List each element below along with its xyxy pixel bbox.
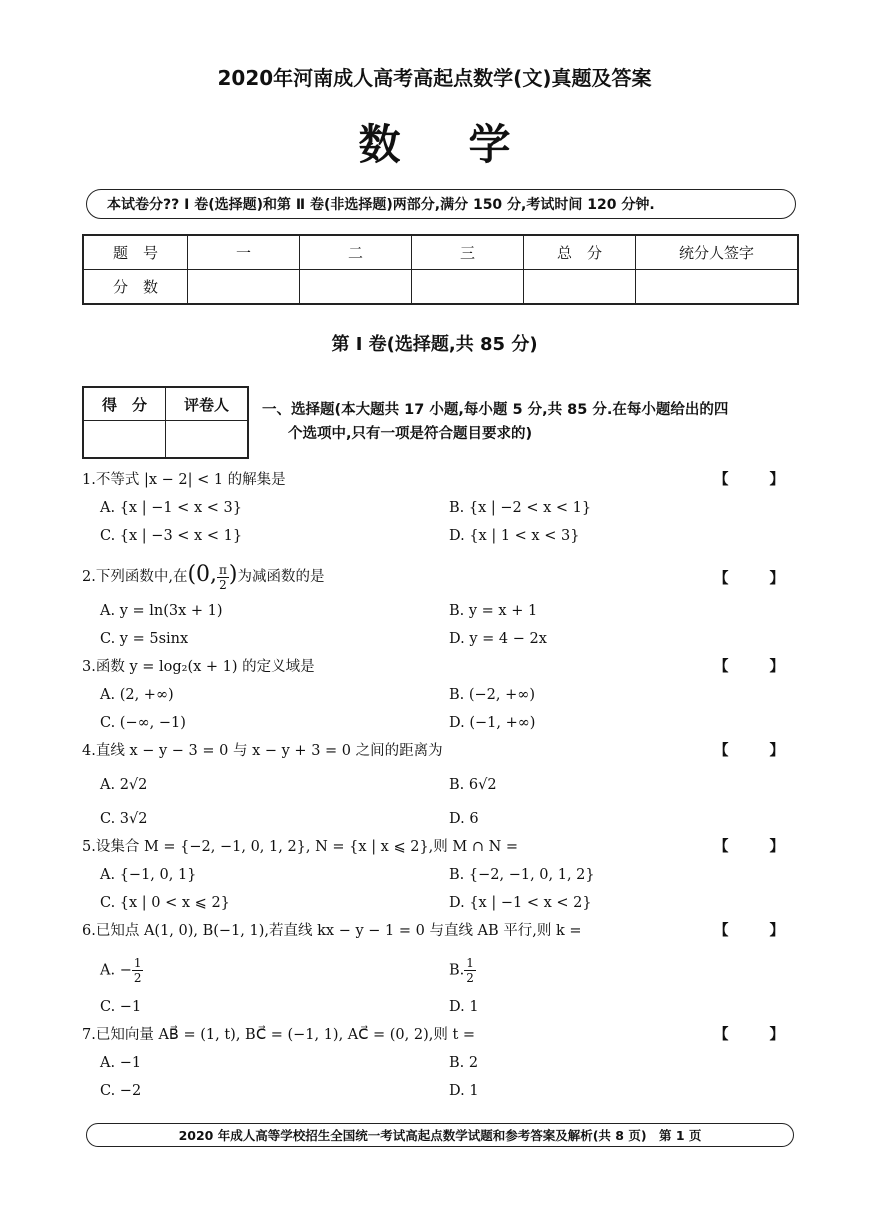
question-stem: 7.已知向量 AB⃗ = (1, t), BC⃗ = (−1, 1), AC⃗ = (0, 2),则 t = xyxy=(82,1027,476,1043)
answer-bracket: 【 】 xyxy=(713,923,802,939)
answer-bracket: 【 】 xyxy=(713,571,802,587)
option-a: A. {−1, 0, 1} xyxy=(100,867,197,883)
option-b: B. 2 xyxy=(449,1055,479,1071)
score-table-cell: 二 xyxy=(300,235,412,270)
question-3 xyxy=(82,654,802,736)
document-title: 2020年河南成人高考高起点数学(文)真题及答案 xyxy=(217,66,652,90)
option-d: D. 6 xyxy=(449,811,479,827)
option-c: C. −1 xyxy=(100,999,142,1015)
option-a xyxy=(100,956,143,985)
score-table-score-row xyxy=(83,270,798,305)
grader-reviewer-label: 评卷人 xyxy=(166,387,249,421)
answer-bracket: 【 】 xyxy=(713,659,802,675)
option-a: A. y = ln(3x + 1) xyxy=(100,603,223,619)
grader-box xyxy=(82,386,249,459)
question-1 xyxy=(82,467,802,549)
fraction-numerator: 1 xyxy=(133,956,142,970)
option-c: C. 3√2 xyxy=(100,811,148,827)
fraction xyxy=(217,563,229,592)
score-table-cell: 一 xyxy=(188,235,300,270)
option-a: A. 2√2 xyxy=(100,777,148,793)
score-table-cell xyxy=(636,270,799,305)
part-heading xyxy=(262,398,802,446)
question-stem: 3.函数 y = log₂(x + 1) 的定义域是 xyxy=(82,659,315,675)
score-table-header-row xyxy=(83,235,798,270)
fraction-denominator: 2 xyxy=(219,577,227,592)
question-stem: 2.下列函数中,在 xyxy=(82,569,188,585)
score-table-cell xyxy=(412,270,524,305)
fraction-numerator: 1 xyxy=(466,956,474,970)
interval-left: (0, xyxy=(187,562,218,587)
interval-right: ) xyxy=(228,562,238,587)
option-b: B. {−2, −1, 0, 1, 2} xyxy=(449,867,595,883)
option-d: D. y = 4 − 2x xyxy=(449,631,547,647)
question-2 xyxy=(82,558,802,652)
score-table-cell xyxy=(300,270,412,305)
option-b: B. {x | −2 < x < 1} xyxy=(449,500,592,516)
option-d: D. (−1, +∞) xyxy=(449,715,536,731)
answer-bracket: 【 】 xyxy=(713,839,802,855)
option-b-prefix: B. xyxy=(449,962,465,979)
question-7 xyxy=(82,1022,802,1104)
answer-bracket: 【 】 xyxy=(713,1027,802,1043)
option-a-prefix: A. − xyxy=(100,962,132,979)
score-table-cell: 题 号 xyxy=(83,235,188,270)
question-5 xyxy=(82,834,802,916)
question-stem: 6.已知点 A(1, 0), B(−1, 1),若直线 kx − y − 1 = 0 与直线 AB 平行,则 k = xyxy=(82,923,582,939)
question-stem: 4.直线 x − y − 3 = 0 与 x − y + 3 = 0 之间的距离为 xyxy=(82,743,443,759)
part-heading-line2: 个选项中,只有一项是符合题目要求的) xyxy=(288,426,533,442)
option-c: C. {x | 0 < x ⩽ 2} xyxy=(100,895,230,911)
option-a: A. −1 xyxy=(100,1055,142,1071)
option-a: A. {x | −1 < x < 3} xyxy=(100,500,242,516)
section-title: 第 Ⅰ 卷(选择题,共 85 分) xyxy=(331,334,538,355)
option-c: C. −2 xyxy=(100,1083,142,1099)
part-heading-line1: 一、选择题(本大题共 17 小题,每小题 5 分,共 85 分.在每小题给出的四 xyxy=(262,402,729,418)
question-stem-tail: 为减函数的是 xyxy=(237,569,325,585)
grader-score-cell xyxy=(83,421,166,459)
fraction xyxy=(464,956,476,985)
option-c: C. {x | −3 < x < 1} xyxy=(100,528,243,544)
answer-bracket: 【 】 xyxy=(713,743,802,759)
answer-bracket: 【 】 xyxy=(713,472,802,488)
option-b: B. (−2, +∞) xyxy=(449,687,536,703)
exam-notice: 本试卷分?? Ⅰ 卷(选择题)和第 Ⅱ 卷(非选择题)两部分,满分 150 分,考试时间 120 分钟. xyxy=(86,189,796,219)
question-4 xyxy=(82,738,802,832)
option-b: B. 6√2 xyxy=(449,777,497,793)
option-d: D. 1 xyxy=(449,999,479,1015)
score-table-cell xyxy=(188,270,300,305)
score-table-cell: 统分人签字 xyxy=(636,235,799,270)
fraction-numerator: π xyxy=(219,562,227,577)
option-d: D. 1 xyxy=(449,1083,479,1099)
question-stem: 1.不等式 |x − 2| < 1 的解集是 xyxy=(82,472,286,488)
grader-reviewer-cell xyxy=(166,421,249,459)
score-table-cell: 分 数 xyxy=(83,270,188,305)
score-table xyxy=(82,234,799,305)
question-stem: 5.设集合 M = {−2, −1, 0, 1, 2}, N = {x | x ⩽ 2},则 M ∩ N = xyxy=(82,839,519,855)
fraction xyxy=(132,956,144,985)
option-c: C. (−∞, −1) xyxy=(100,715,186,731)
score-table-cell xyxy=(524,270,636,305)
option-d: D. {x | −1 < x < 2} xyxy=(449,895,592,911)
option-d: D. {x | 1 < x < 3} xyxy=(449,528,580,544)
question-6 xyxy=(82,918,802,1024)
score-table-cell: 总 分 xyxy=(524,235,636,270)
fraction-denominator: 2 xyxy=(466,971,474,985)
score-table-cell: 三 xyxy=(412,235,524,270)
grader-score-label: 得 分 xyxy=(83,387,166,421)
option-b: B. y = x + 1 xyxy=(449,603,538,619)
fraction-denominator: 2 xyxy=(133,971,142,985)
option-b xyxy=(449,956,476,985)
option-a: A. (2, +∞) xyxy=(100,687,174,703)
subject-heading: 数学 xyxy=(358,120,579,169)
option-c: C. y = 5sinx xyxy=(100,631,189,647)
page-footer: 2020 年成人高等学校招生全国统一考试高起点数学试题和参考答案及解析(共 8 页) 第 1 页 xyxy=(86,1123,794,1147)
